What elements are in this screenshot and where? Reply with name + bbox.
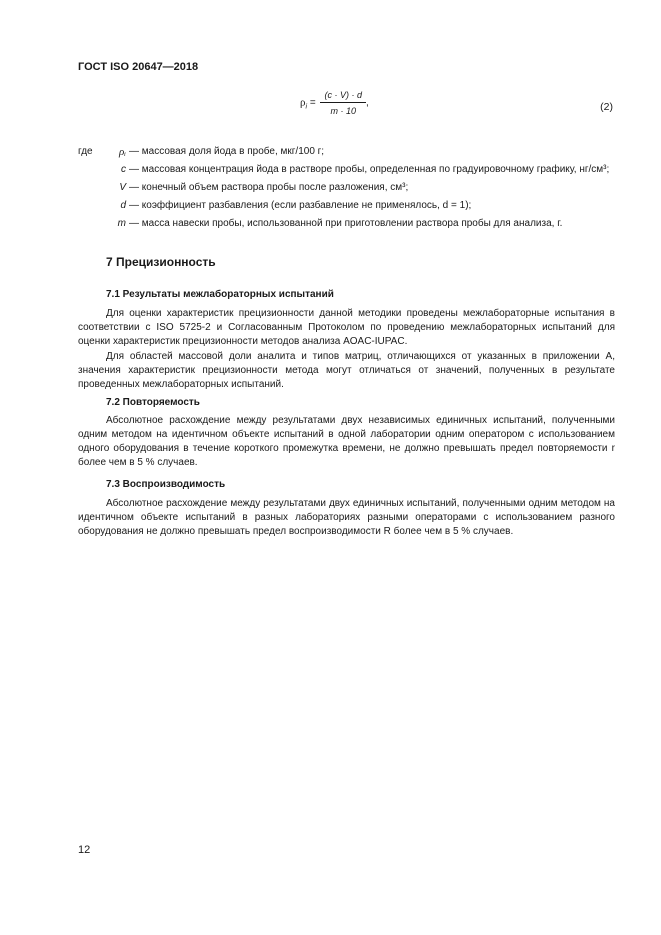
variable-symbol: m (117, 218, 126, 229)
section-heading: 7 Прецизионность (106, 255, 216, 269)
formula-lhs-sub: i (305, 103, 308, 111)
variable-row (78, 163, 623, 177)
formula-fraction (320, 90, 366, 116)
formula-lhs: ρ (300, 96, 306, 109)
formula-comma: , (365, 97, 369, 109)
variables-list (78, 145, 623, 235)
formula (300, 90, 369, 116)
variable-symbol: V (119, 182, 126, 193)
variable-symbol: c (121, 164, 126, 175)
variable-row (78, 199, 623, 213)
paragraph: Для областей массовой доли аналита и типов матриц, отличающихся от указанных в приложении А, значения характеристик прецизионности метода могут отличаться от значений, полученных в результате проведенных межлабораторных испытаний. (78, 351, 615, 390)
variable-symbol: d (120, 200, 126, 211)
subsection-title-7-1: 7.1 Результаты межлабораторных испытаний (106, 289, 334, 300)
variable-description: — конечный объем раствора пробы после разложения, см³; (129, 182, 409, 193)
paragraph: Для оценки характеристик прецизионности данной методики проведены межлабораторные испытания в соответствии с ISO 5725-2 и Согласованным Протоколом по проведению межлабораторных испытаний для оценки характеристик прецизионности методов анализа AOAC-IUPAC. (78, 308, 615, 347)
variable-row (78, 181, 623, 195)
variable-description: — масса навески пробы, использованной при приготовлении раствора пробы для анализа, г. (129, 218, 563, 229)
document-header: ГОСТ ISO 20647—2018 (78, 61, 199, 73)
formula-eq: = (309, 97, 316, 109)
formula-numerator: (c · V) · d (320, 90, 366, 103)
formula-denominator: m · 10 (330, 106, 356, 116)
subsection-title-7-2: 7.2 Повторяемость (106, 397, 200, 408)
variables-lead: где (78, 146, 93, 157)
paragraph: Абсолютное расхождение между результатами двух независимых единичных испытаний, полученными одним методом на идентичном объекте испытаний в одной лаборатории одним оператором с использованием одного оборудования в течение короткого промежутка времени, не должно превышать предел повторяемости r более чем в 5 % случаев. (78, 415, 615, 468)
variable-row (78, 145, 623, 159)
formula-number: (2) (600, 101, 613, 113)
variable-symbol: ρᵢ (118, 146, 126, 158)
subsection-title-7-3: 7.3 Воспроизводимость (106, 479, 226, 490)
page-number: 12 (78, 844, 91, 856)
variable-description: — коэффициент разбавления (если разбавление не применялось, d = 1); (129, 200, 472, 211)
paragraph: Абсолютное расхождение между результатами двух единичных испытаний, полученными одним методом на идентичном объекте испытаний в разных лабораториях разными операторами с использованием разного оборудования не должно превышать предел воспроизводимости R более чем в 5 % случаев. (78, 498, 615, 537)
variable-description: — массовая концентрация йода в растворе пробы, определенная по градуировочному графику, нг/см³; (129, 164, 610, 175)
variable-row (78, 217, 623, 231)
variable-description: — массовая доля йода в пробе, мкг/100 г; (129, 146, 325, 157)
